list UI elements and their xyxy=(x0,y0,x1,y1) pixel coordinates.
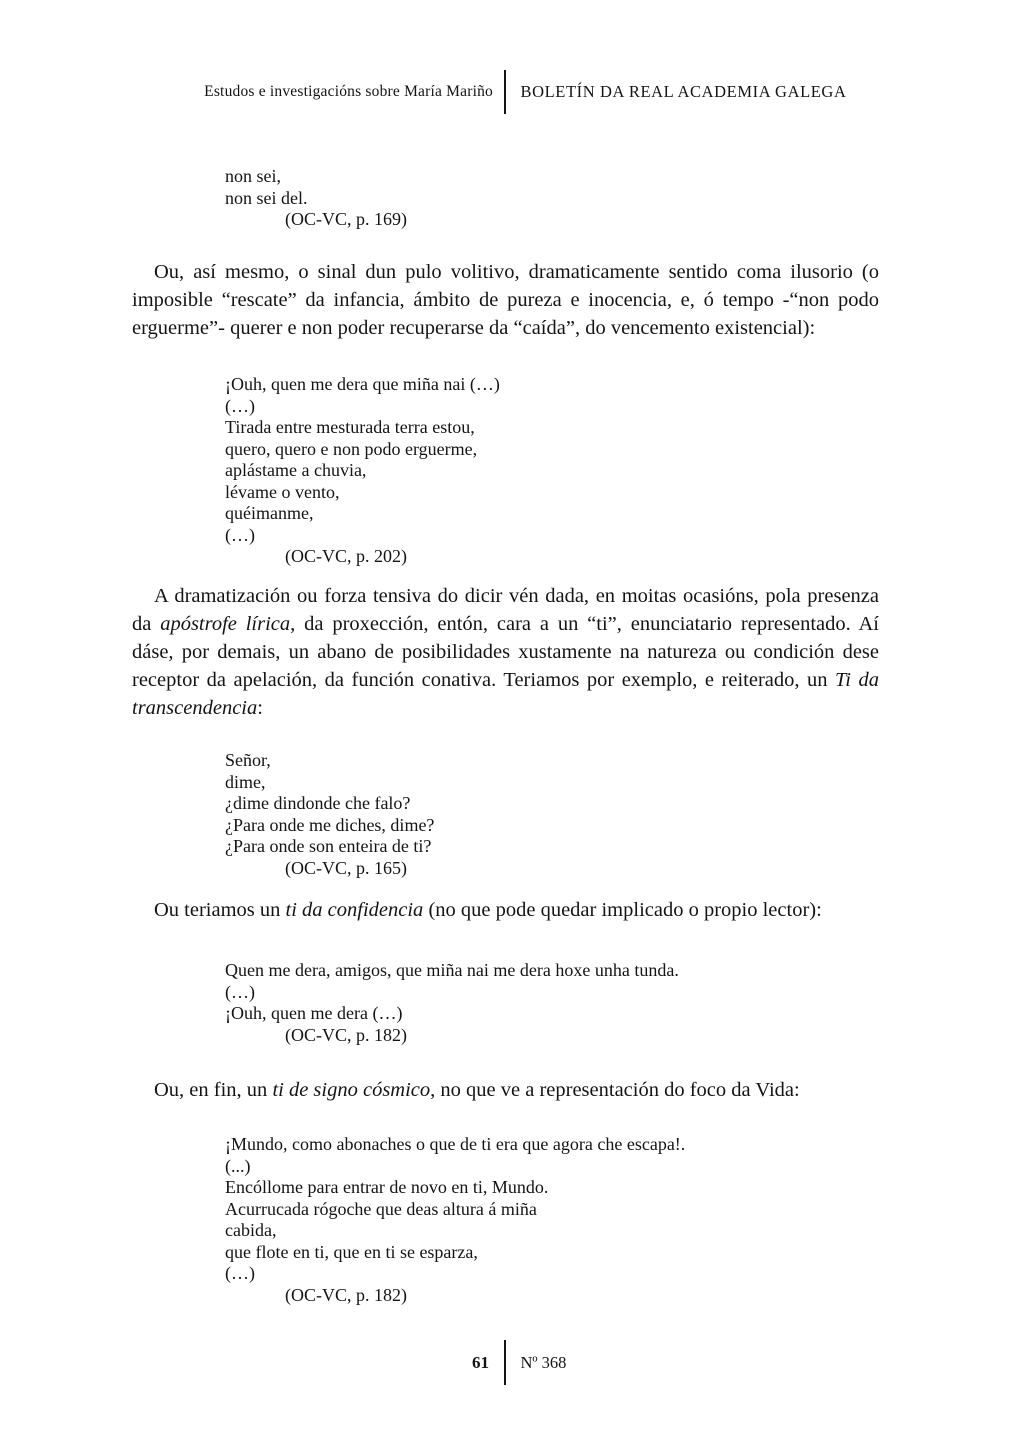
header-journal-title: BOLETÍN DA REAL ACADEMIA GALEGA xyxy=(520,82,847,101)
verse-quote-4 xyxy=(225,960,920,1046)
italic-phrase: ti da confidencia xyxy=(285,899,424,921)
italic-phrase: ti de signo cósmico xyxy=(272,1079,431,1101)
body-paragraph-1 xyxy=(132,258,879,342)
verse-lines-1 xyxy=(225,166,920,209)
verse-line: Tirada entre mesturada terra estou, xyxy=(225,417,475,437)
header-section-title: Estudos e investigacións sobre María Mariño xyxy=(204,83,493,100)
verse-line: non sei, xyxy=(225,166,281,186)
text-run: , no que ve a representación do foco da Vida: xyxy=(430,1079,800,1101)
text-run: : xyxy=(257,697,263,719)
verse-line: (…) xyxy=(225,1263,255,1283)
page-header xyxy=(0,70,1010,114)
verse-line: (…) xyxy=(225,395,255,416)
verse-line: quero, quero e non podo erguerme, xyxy=(225,438,478,459)
body-paragraph-4 xyxy=(132,1076,879,1104)
verse-line: ¡Ouh, quen me dera (…) xyxy=(225,1003,403,1023)
verse-quote-2 xyxy=(225,374,920,568)
quote-attribution-5: (OC-VC, p. 182) xyxy=(285,1284,407,1305)
quote-attribution-3: (OC-VC, p. 165) xyxy=(285,857,407,878)
verse-line: (…) xyxy=(225,981,255,1002)
verse-line: (…) xyxy=(225,524,255,545)
verse-quote-5 xyxy=(225,1134,920,1306)
body-paragraph-3 xyxy=(132,896,879,924)
verse-lines-3 xyxy=(225,750,920,858)
verse-line: Acurrucada rógoche que deas altura á miña xyxy=(225,1198,537,1219)
italic-phrase: Ti da transcendencia xyxy=(132,669,879,719)
verse-line: dime, xyxy=(225,771,266,792)
text-run: , da proxección, entón, cara a un “ti”, enunciatario representado. Aí dáse, por demais, un abano de posibilidades xustamente na natureza ou condición dese receptor da apelación, da función conativa. Teriamos por exemplo, e reiterado, un xyxy=(132,613,879,691)
verse-line: ¿dime dindonde che falo? xyxy=(225,793,411,813)
verse-line: aplástame a chuvia, xyxy=(225,460,367,480)
italic-phrase: apóstrofe lírica xyxy=(160,613,291,635)
body-paragraph-2 xyxy=(132,582,879,722)
page-footer xyxy=(0,1340,1010,1385)
text-run: Ou, así mesmo, o sinal dun pulo volitivo, dramaticamente sentido coma ilusorio (o imposible “rescate” da infancia, ámbito de pureza e inocencia, e, ó tempo -“non podo erguerme”- querer e non poder recuperarse da “caída”, do vencemento existencial): xyxy=(132,261,879,339)
issue-number: Nº 368 xyxy=(520,1352,567,1372)
verse-line: lévame o vento, xyxy=(225,481,340,502)
verse-line: Quen me dera, amigos, que miña nai me dera hoxe unha tunda. xyxy=(225,960,679,980)
text-run: (no que pode quedar implicado o propio lector): xyxy=(423,899,822,921)
verse-line: (...) xyxy=(225,1155,251,1176)
verse-line: cabida, xyxy=(225,1220,277,1240)
verse-lines-4 xyxy=(225,960,920,1025)
verse-line: ¡Ouh, quen me dera que miña nai (…) xyxy=(225,374,500,394)
verse-line: non sei del. xyxy=(225,187,308,208)
verse-line: quéimanme, xyxy=(225,503,314,523)
quote-attribution-1: (OC-VC, p. 169) xyxy=(285,209,407,229)
verse-quote-3 xyxy=(225,750,920,879)
quote-attribution-2: (OC-VC, p. 202) xyxy=(285,546,407,566)
verse-line: ¿Para onde son enteira de ti? xyxy=(225,836,432,856)
verse-quote-1 xyxy=(225,166,920,231)
verse-line: Señor, xyxy=(225,750,271,770)
verse-line: ¡Mundo, como abonaches o que de ti era que agora che escapa!. xyxy=(225,1134,686,1154)
verse-line: que flote en ti, que en ti se esparza, xyxy=(225,1241,478,1262)
verse-line: Encóllome para entrar de novo en ti, Mundo. xyxy=(225,1177,549,1197)
text-run: A dramatización ou forza tensiva do dicir vén dada, en moitas ocasións, pola presenza da xyxy=(132,585,879,635)
verse-lines-5 xyxy=(225,1134,920,1285)
text-run: Ou, en fin, un xyxy=(154,1079,273,1101)
text-run: Ou teriamos un xyxy=(154,899,286,921)
verse-line: ¿Para onde me diches, dime? xyxy=(225,814,435,835)
verse-lines-2 xyxy=(225,374,920,546)
page-number: 61 xyxy=(472,1352,489,1372)
quote-attribution-4: (OC-VC, p. 182) xyxy=(285,1024,407,1045)
